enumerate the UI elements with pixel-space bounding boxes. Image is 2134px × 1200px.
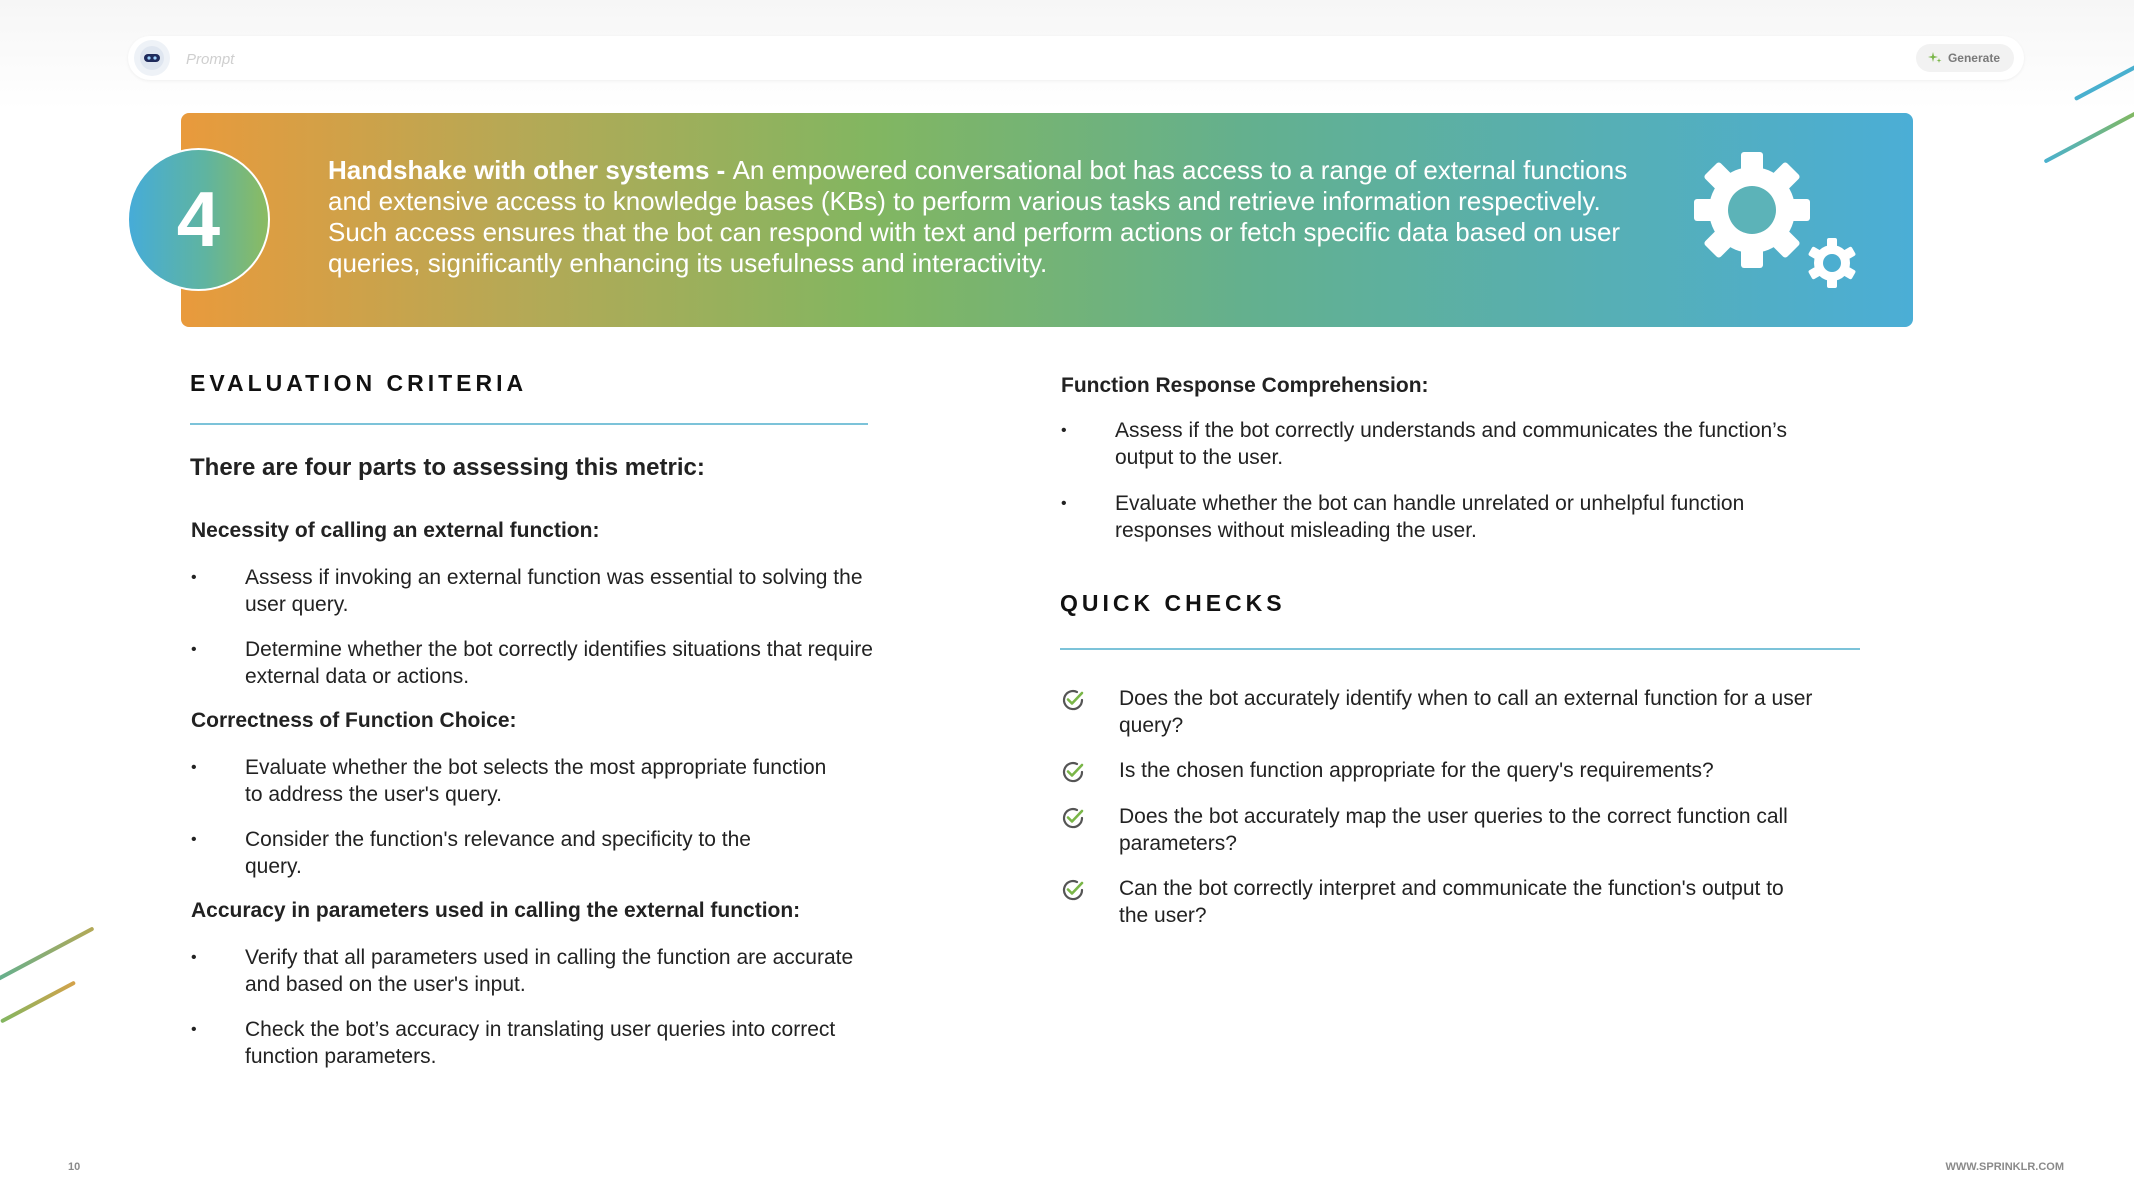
website-link[interactable]: WWW.SPRINKLR.COM (1945, 1161, 2064, 1173)
gears-icon (1690, 148, 1860, 288)
evaluation-intro: There are four parts to assessing this metric: (190, 454, 705, 481)
generate-button[interactable] (1916, 44, 2014, 72)
divider (1060, 648, 1860, 650)
check-circle-icon (1060, 877, 1086, 903)
bot-avatar-icon (134, 40, 170, 76)
quick-checks-heading: QUICK CHECKS (1060, 590, 1286, 616)
check-circle-icon (1060, 805, 1086, 831)
check-circle-icon (1060, 687, 1086, 713)
section-label: Accuracy in parameters used in calling the external function: (191, 899, 801, 922)
banner-description (328, 155, 1648, 279)
evaluation-criteria-heading: EVALUATION CRITERIA (190, 370, 528, 396)
list-item: • Determine whether the bot correctly identifies situations that require external data or actions. (191, 638, 873, 688)
check-circle-icon (1060, 759, 1086, 785)
section-label: Correctness of Function Choice: (191, 709, 517, 732)
prompt-bar (128, 36, 2024, 80)
page-number: 10 (68, 1161, 81, 1173)
generate-label: Generate (1947, 51, 2000, 65)
decorative-line (2043, 108, 2134, 163)
quick-check-item: Is the chosen function appropriate for the query's requirements? (1119, 757, 1839, 784)
list-item: • Assess if invoking an external function was essential to solving the user query. (191, 566, 863, 616)
section-label: Function Response Comprehension: (1061, 374, 1429, 397)
banner-title: Handshake with other systems - (328, 155, 733, 185)
quick-check-item: Does the bot accurately map the user queries to the correct function call parameters? (1119, 803, 1829, 857)
section-label: Necessity of calling an external function: (191, 519, 600, 542)
list-item: • Assess if the bot correctly understands and communicates the function’s output to the user. (1061, 419, 1787, 469)
list-item: • Consider the function's relevance and specificity to the query. (191, 828, 751, 878)
list-item: • Evaluate whether the bot can handle unrelated or unhelpful function responses without misleading the user. (1061, 492, 1745, 542)
prompt-input[interactable] (184, 46, 1788, 72)
quick-check-item: Can the bot correctly interpret and communicate the function's output to the user? (1119, 875, 1799, 929)
decorative-line (0, 926, 95, 981)
quick-check-item: Does the bot accurately identify when to call an external function for a user query? (1119, 685, 1819, 739)
list-item: • Verify that all parameters used in calling the function are accurate and based on the user's input. (191, 946, 854, 996)
step-number-badge: 4 (127, 148, 270, 291)
decorative-line (0, 981, 76, 1024)
list-item: • Check the bot’s accuracy in translating user queries into correct function parameters. (191, 1018, 836, 1068)
banner-text: An empowered conversational bot has access to a range of external functions and extensive access to knowledge bases (KBs) to perform various tasks and retrieve information respectively. Such access ensures that the bot can respond with text and perform actions or fetch specific data based on user queries, significantly enhancing its usefulness and interactivity. (328, 155, 1628, 278)
sparkle-icon (1928, 51, 1942, 65)
divider (190, 423, 868, 425)
list-item: • Evaluate whether the bot selects the most appropriate function to address the user's query. (191, 756, 827, 806)
